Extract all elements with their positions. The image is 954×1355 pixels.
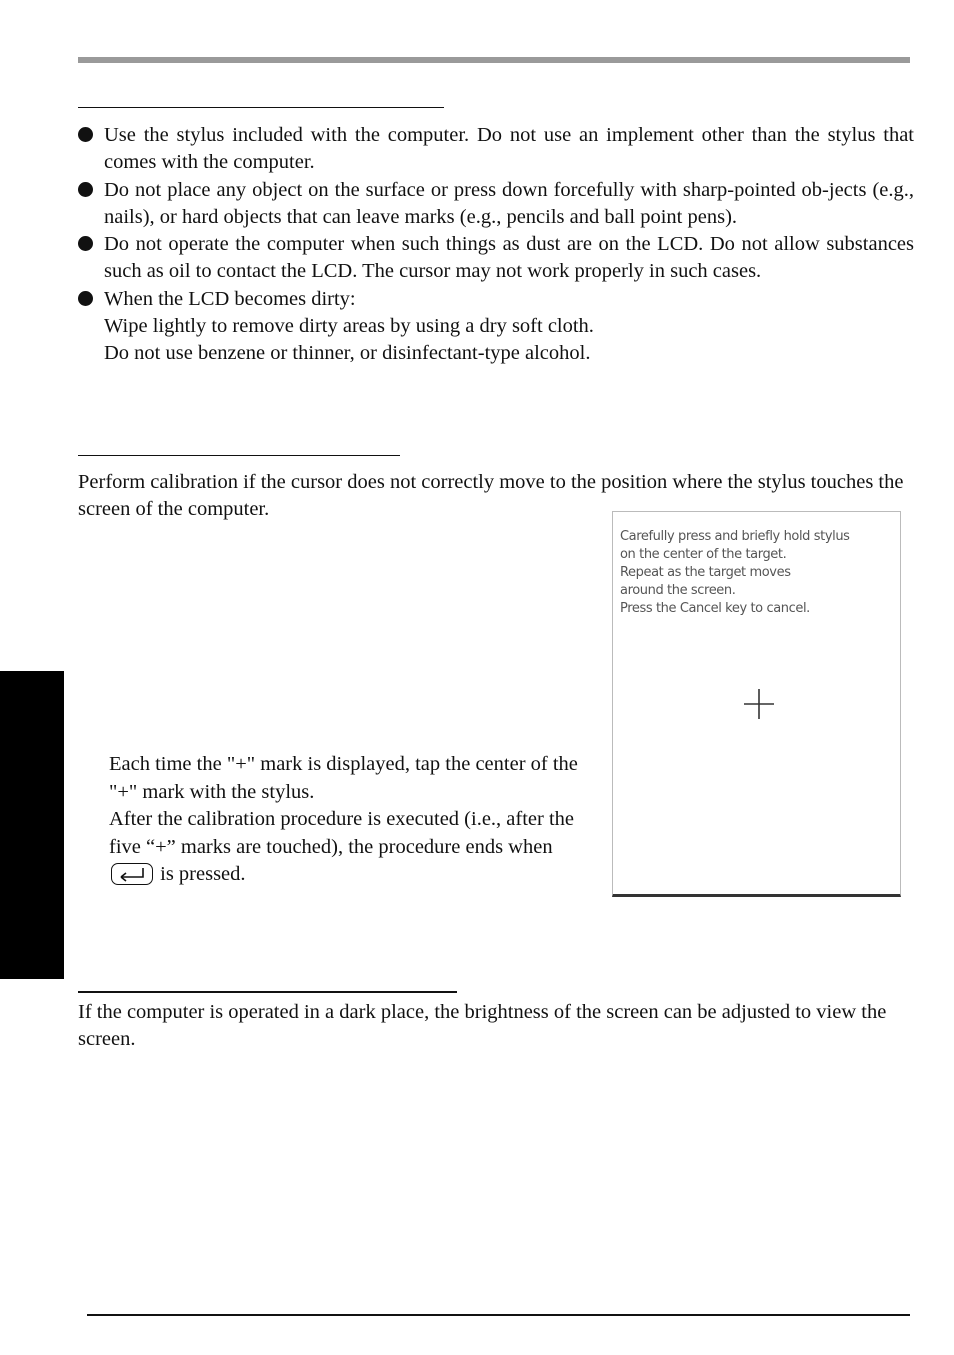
side-tab	[0, 671, 64, 979]
bullet-dot-icon	[78, 182, 93, 197]
bottom-rule	[87, 1314, 910, 1316]
bullet-item: Do not operate the computer when such things as dust are on the LCD. Do not allow substances such as oil to contact the LCD. The cursor may not work properly in such cases.	[78, 231, 914, 286]
calibration-step-2: After the calibration procedure is executed (i.e., after the five “+” marks are touched), the procedure ends when is pressed.	[109, 808, 575, 885]
bullet-item: Use the stylus included with the computer. Do not use an implement other than the stylus that comes with the computer.	[78, 122, 914, 177]
crosshair-target-icon	[743, 688, 775, 720]
section-heading-rule-brightness	[78, 991, 457, 993]
calibration-intro: Perform calibration if the cursor does not correctly move to the position where the stylus touches the screen of the computer.	[78, 471, 904, 521]
calibration-step-1: Each time the "+" mark is displayed, tap the center of the "+" mark with the stylus.	[109, 753, 578, 803]
calibration-screen-message: Carefully press and briefly hold stylus on the center of the target. Repeat as the target moves around the screen. Press the Cancel key to cancel.	[620, 529, 850, 616]
top-rule	[78, 57, 910, 63]
bullet-item: When the LCD becomes dirty: Wipe lightly to remove dirty areas by using a dry soft cloth. Do not use benzene or thinner, or disinfectant-type alcohol.	[78, 286, 914, 368]
section-heading-rule-calibration	[78, 455, 400, 456]
bullet-dot-icon	[78, 127, 93, 142]
enter-key-icon	[111, 863, 153, 885]
bullet-dot-icon	[78, 236, 93, 251]
section-heading-rule-handling	[78, 107, 444, 108]
brightness-intro: If the computer is operated in a dark place, the brightness of the screen can be adjusted to view the screen.	[78, 1001, 887, 1051]
calibration-screen-image	[612, 511, 901, 897]
bullet-dot-icon	[78, 291, 93, 306]
handling-bullet-list	[78, 122, 914, 368]
calibration-steps	[109, 751, 597, 889]
bullet-item: Do not place any object on the surface or press down forcefully with sharp-pointed ob-jects (e.g., nails), or hard objects that can leave marks (e.g., pencils and ball point pens).	[78, 177, 914, 232]
